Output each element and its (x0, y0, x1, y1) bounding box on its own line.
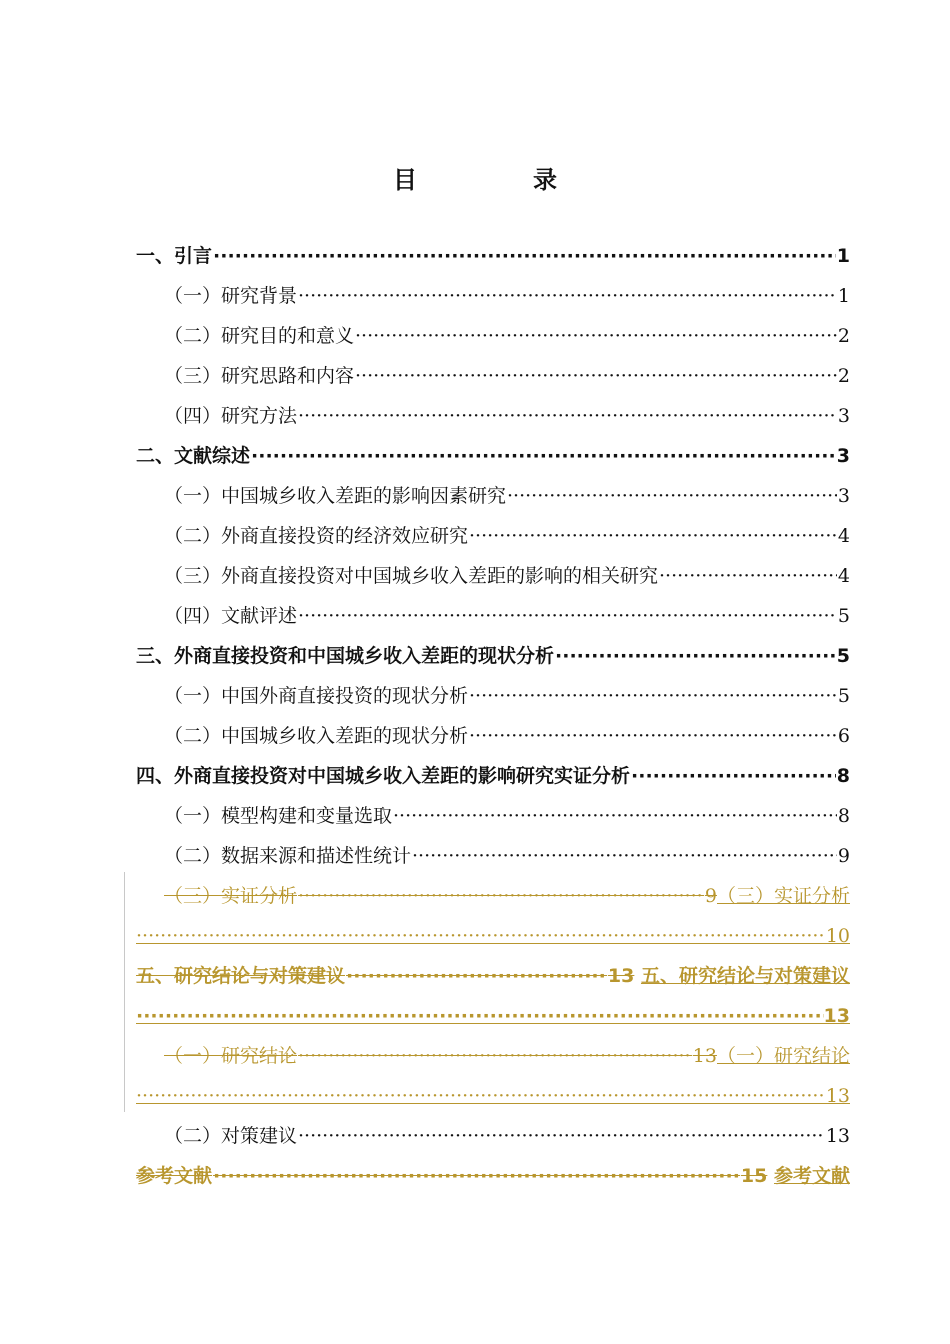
inserted-text: 五、研究结论与对策建议 (640, 965, 850, 987)
deleted-page: 9 (704, 885, 717, 907)
deleted-page: 13 (692, 1045, 717, 1067)
toc-entry-empirical-study[interactable]: 四、外商直接投资对中国城乡收入差距的影响研究实证分析 ····· 8 (136, 756, 850, 796)
toc-entry-review[interactable]: （四）文献评述 ····· 5 (136, 596, 850, 636)
toc-entry-related-research[interactable]: （三）外商直接投资对中国城乡收入差距的影响的相关研究 ····· 4 (136, 556, 850, 596)
toc-entry-references-tracked[interactable] (136, 1156, 850, 1196)
toc-entry-conclusion-continuation[interactable] (136, 996, 850, 1036)
toc-entry-conclusion-tracked[interactable] (136, 956, 850, 996)
inserted-text: （一）研究结论 (716, 1045, 850, 1067)
toc-entry-fdi-effects[interactable]: （二）外商直接投资的经济效应研究 ····· 4 (136, 516, 850, 556)
toc-entry-methods[interactable]: （四）研究方法 ····· 3 (136, 396, 850, 436)
toc-title: 目 录 (393, 166, 603, 194)
toc-entry-data[interactable]: （二）数据来源和描述性统计 ····· 9 (136, 836, 850, 876)
inserted-page: 13 (823, 1005, 850, 1027)
change-bar (124, 872, 125, 1112)
toc-entry-status-analysis[interactable]: 三、外商直接投资和中国城乡收入差距的现状分析 ····· 5 (136, 636, 850, 676)
toc-entry-purpose[interactable]: （二）研究目的和意义 ····· 2 (136, 316, 850, 356)
toc-entry-fdi-status[interactable]: （一）中国外商直接投资的现状分析 ····· 5 (136, 676, 850, 716)
toc-entry-introduction[interactable]: 一、引言 ····· 1 (136, 236, 850, 276)
inserted-page: 10 (825, 925, 850, 947)
inserted-text: （三）实证分析 (716, 885, 850, 907)
toc-entry-approach[interactable]: （三）研究思路和内容 ····· 2 (136, 356, 850, 396)
toc-entry-empirical-tracked[interactable] (136, 876, 850, 916)
toc-entry-background[interactable]: （一）研究背景 ····· 1 (136, 276, 850, 316)
deleted-text: （三）实证分析 (164, 885, 298, 907)
toc-entry-suggestions[interactable]: （二）对策建议 ····· 13 (136, 1116, 850, 1156)
deleted-page: 15 (740, 1165, 768, 1187)
deleted-page: 13 (607, 965, 635, 987)
toc-entry-gap-status[interactable]: （二）中国城乡收入差距的现状分析 ····· 6 (136, 716, 850, 756)
inserted-page: 13 (825, 1085, 850, 1107)
deleted-text: 参考文献 (136, 1165, 213, 1187)
deleted-text: 五、研究结论与对策建议 (136, 965, 346, 987)
toc-entry-model[interactable]: （一）模型构建和变量选取 ····· 8 (136, 796, 850, 836)
toc-entry-findings-tracked[interactable] (136, 1036, 850, 1076)
toc-entry-factors[interactable]: （一）中国城乡收入差距的影响因素研究 ····· 3 (136, 476, 850, 516)
toc-entry-findings-continuation[interactable] (136, 1076, 850, 1116)
toc-entry-literature[interactable]: 二、文献综述 ····· 3 (136, 436, 850, 476)
table-of-contents (136, 236, 850, 1196)
inserted-text: 参考文献 (773, 1165, 850, 1187)
deleted-text: （一）研究结论 (164, 1045, 298, 1067)
toc-entry-empirical-continuation[interactable] (136, 916, 850, 956)
